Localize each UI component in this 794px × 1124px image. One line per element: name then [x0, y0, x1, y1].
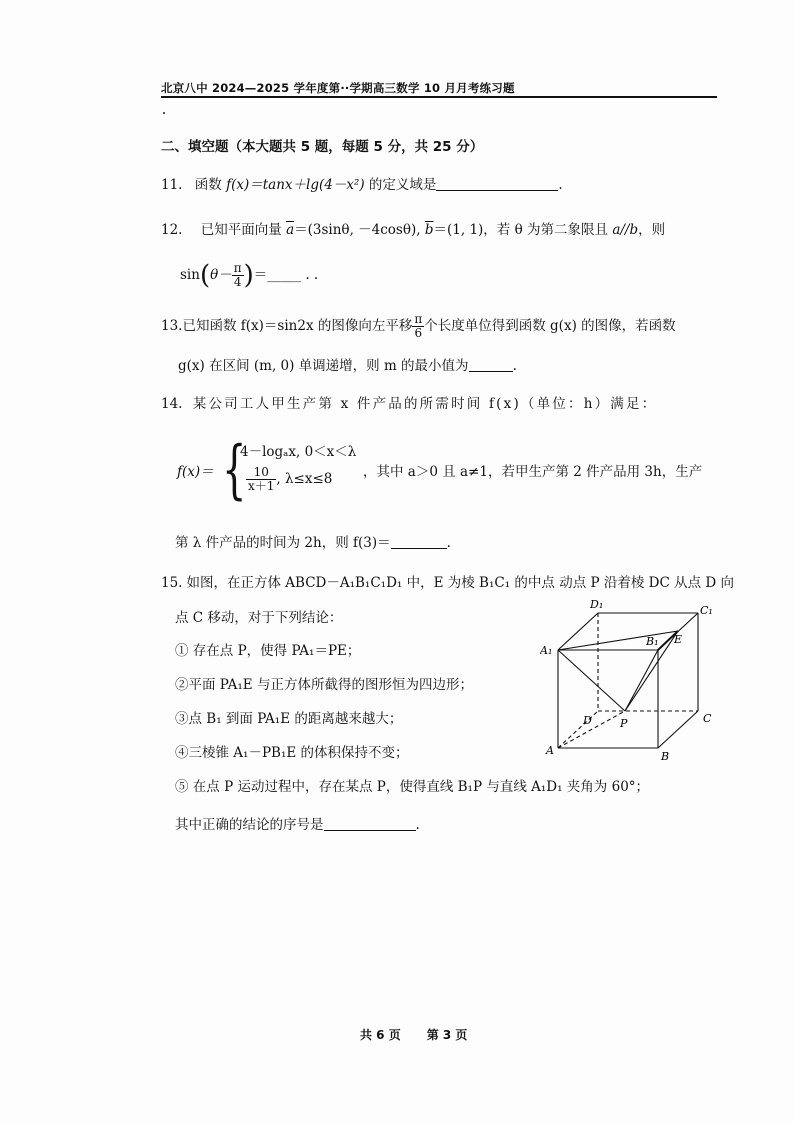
q14-end: .: [446, 535, 451, 551]
q12-equals: ＝: [253, 267, 268, 283]
question-14: [161, 394, 657, 414]
q15-item-2: ②平面 PA₁E 与正方体所截得的图形恒为四边形；: [175, 677, 473, 693]
q12-text-b: ，若 θ 为第二象限且: [483, 222, 613, 238]
q12-text-c: ，则: [638, 222, 666, 238]
question-13-line-2: [178, 356, 517, 376]
q14-fx: f(x)＝: [177, 464, 214, 480]
label-c1: C₁: [700, 604, 713, 617]
q14-frac-den: x＋1: [248, 479, 275, 493]
q15-answer-line: [175, 815, 420, 835]
q15-number: 15.: [161, 575, 183, 591]
q11-text-b: 的定义域是: [364, 177, 437, 193]
q13-line2: g(x) 在区间 (m, 0) 单调递增，则 m 的最小值为: [178, 358, 469, 374]
question-12: [161, 220, 665, 240]
edge-b-c: [658, 711, 698, 748]
q12-number: 12.: [161, 222, 183, 238]
label-d1: D₁: [590, 598, 604, 611]
q15-end: .: [415, 817, 420, 833]
q12-answer-blank[interactable]: _____ . .: [267, 267, 319, 283]
cube-figure: [540, 598, 720, 763]
q13-text-a: 已知函数 f(x)＝sin2x 的图像向左平移: [182, 318, 413, 334]
q12-eq-a: ＝(3sinθ, －4cosθ),: [294, 222, 425, 238]
q14-text-b: ，其中 a＞0 且 a≠1，若甲生产第 2 件产品用 3h，生产: [363, 464, 703, 480]
q14-case-2: [246, 466, 332, 493]
q11-answer-blank[interactable]: [436, 176, 558, 191]
label-p: P: [620, 717, 628, 730]
q14-fraction: [246, 466, 276, 493]
scan-speck: [163, 112, 165, 114]
header-divider: [161, 96, 717, 98]
q13-frac-den: 6: [414, 326, 423, 340]
q14-frac-num: 10: [246, 466, 276, 480]
q11-number: 11.: [161, 177, 183, 193]
line-a1-p: [558, 650, 625, 711]
footer-total: 共 6 页: [360, 1028, 401, 1042]
q15-line2: 点 C 移动，对于下列结论：: [175, 610, 343, 626]
label-e: E: [674, 633, 683, 646]
label-c: C: [703, 712, 712, 725]
q14-text-a: 某公司工人甲生产第 x 件产品的所需时间 f(x)（单位：h）满足：: [192, 396, 658, 412]
q12-sin: sin: [180, 267, 200, 283]
q15-line1: 如图，在正方体 ABCD－A₁B₁C₁D₁ 中，E 为棱 B₁C₁ 的中点 动点 P 沿着棱 DC 从点 D 向: [186, 575, 735, 591]
question-13: [161, 313, 676, 340]
q11-text-a: 函数: [194, 177, 227, 193]
q14-line3: 第 λ 件产品的时间为 2h，则 f(3)＝: [175, 535, 391, 551]
q14-brace: {: [222, 433, 247, 507]
q12-paren-open: (: [199, 260, 211, 291]
question-12-line-2: [180, 262, 318, 289]
q12-vector-b: $\overline{b}$: [424, 222, 434, 238]
footer-page: 第 3 页: [426, 1028, 468, 1042]
line-p-b1: [625, 650, 658, 711]
q12-fraction: [232, 262, 244, 289]
question-14-line-3: [175, 533, 451, 553]
q11-formula: f(x)＝tanx＋lg(4－x²): [226, 177, 365, 193]
section-title: 二、填空题（本大题共 5 题，每题 5 分，共 25 分）: [161, 139, 484, 155]
q11-end: .: [558, 177, 563, 193]
q13-answer-blank[interactable]: [469, 357, 513, 372]
page-header: 北京八中 2024—2025 学年度第··学期高三数学 10 月月考练习题: [161, 81, 515, 95]
q15-item-3: ③点 B₁ 到面 PA₁E 的距离越来越大；: [175, 711, 403, 727]
q13-frac-num: π: [414, 312, 423, 326]
q14-case-1: 4－logₐx, 0＜x＜λ: [240, 444, 357, 460]
q15-item-5: ⑤ 在点 P 运动过程中，存在某点 P，使得直线 B₁P 与直线 A₁D₁ 夹角为 60°；: [175, 779, 650, 795]
q15-item-1: ① 存在点 P，使得 PA₁＝PE；: [175, 643, 361, 659]
q13-number: 13.: [161, 318, 183, 334]
label-b1: B₁: [646, 635, 659, 648]
q13-text-b: 个长度单位得到函数 g(x) 的图像，若函数: [424, 318, 676, 334]
label-a1: A₁: [540, 644, 553, 657]
q12-eq-b: ＝(1, 1): [433, 222, 484, 238]
q14-case2-cond: , λ≤x≤8: [276, 471, 333, 487]
q14-number: 14.: [161, 396, 183, 412]
q12-paren-close: ): [243, 260, 254, 291]
q12-vector-a: $\overline{a}$: [286, 222, 295, 238]
q12-parallel: a//b: [612, 222, 639, 238]
q15-item-4: ④三棱锥 A₁－PB₁E 的体积保持不变；: [175, 745, 409, 761]
label-a: A: [546, 744, 554, 757]
label-b: B: [661, 750, 670, 763]
question-11: [161, 175, 563, 195]
question-15: [161, 573, 734, 593]
q14-answer-blank[interactable]: [391, 534, 447, 549]
label-d: D: [583, 714, 592, 727]
q13-fraction: [412, 313, 424, 340]
q15-answer-blank[interactable]: [324, 816, 416, 831]
q13-end: .: [512, 358, 517, 374]
page-footer: [360, 1026, 493, 1043]
q12-theta-minus: θ－: [210, 267, 232, 283]
q12-frac-den: 4: [233, 275, 242, 289]
q12-frac-num: π: [233, 261, 242, 275]
q15-answer-text: 其中正确的结论的序号是: [175, 817, 324, 833]
q12-text-a: 已知平面向量: [200, 222, 287, 238]
